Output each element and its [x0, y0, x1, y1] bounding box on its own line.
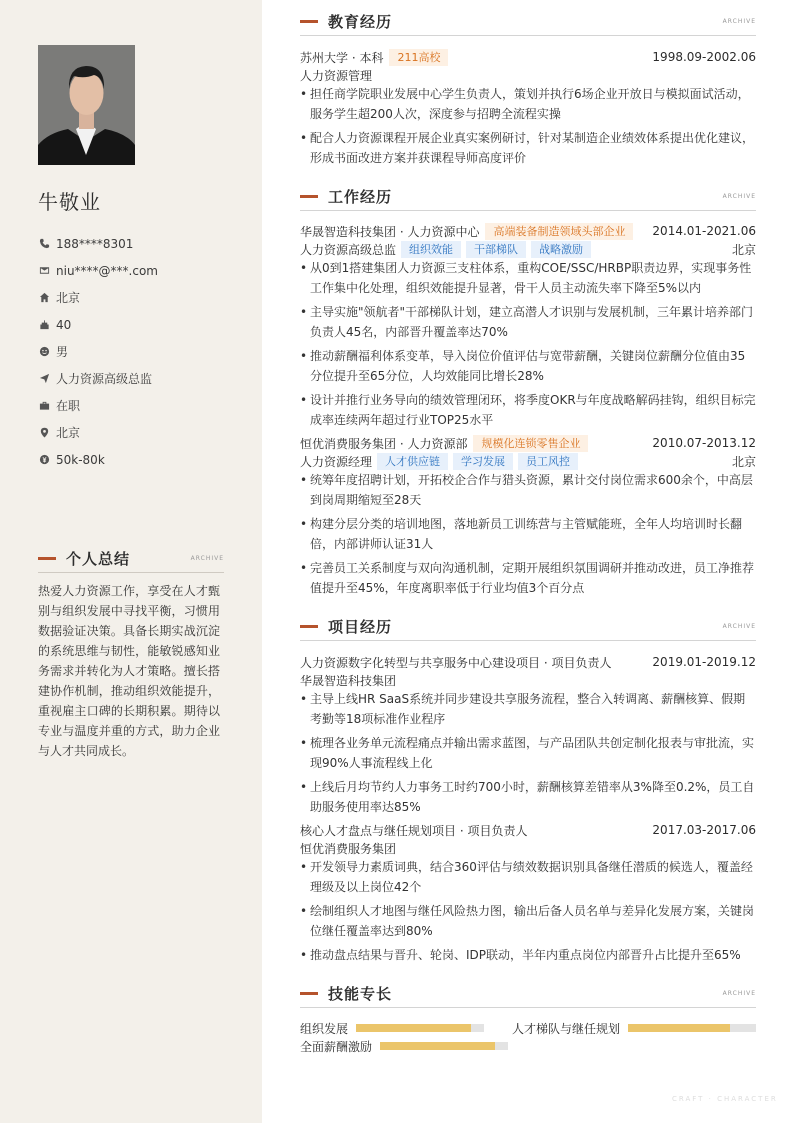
skill-level-bar [628, 1024, 756, 1032]
job-company-row [300, 222, 756, 240]
job-role-row [300, 452, 756, 470]
education-major-row [300, 66, 756, 84]
info-gender-text: 男 [56, 345, 69, 359]
list-item: • 配合人力资源课程开展企业真实案例研讨，针对某制造企业绩效体系提出优化建议，形成书面改进方案并获课程导师高度评价 [300, 131, 755, 165]
job-skill-tag: 员工风控 [518, 453, 578, 470]
skill-item [300, 1020, 484, 1036]
job-company-tag: 高端装备制造领域头部企业 [485, 223, 633, 240]
job-company: 华晟智造科技集团 · 人力资源中心 [300, 224, 480, 239]
job-date: 2010.07-2013.12 [652, 436, 756, 450]
info-home-text: 北京 [56, 291, 81, 305]
skill-name: 全面薪酬激励 [300, 1039, 373, 1054]
project-bullets [300, 857, 756, 969]
face-icon [38, 346, 50, 358]
location-pin-icon [38, 427, 50, 439]
section-accent-bar [300, 992, 318, 995]
summary-text: 热爱人力资源工作，享受在人才甄别与组织发展中寻找平衡，习惯用数据验证决策。具备长期实战沉淀的系统思维与韧性，能敏锐感知业务需求并转化为人才策略。擅长搭建协作机制，推动组织效能提升，重视雇主口碑的长期积累。期待以专业与温度并重的方式，助力企业与人才共同成长。 [38, 584, 220, 758]
info-target-city [38, 419, 238, 446]
info-gender [38, 338, 238, 365]
work-section-header [300, 183, 756, 211]
phone-icon [38, 238, 50, 250]
education-school: 苏州大学 · 本科 [300, 50, 384, 65]
list-item: • 担任商学院职业发展中心学生负责人，策划并执行6场企业开放日与模拟面试活动，服务学生超200人次，深度参与招聘全流程实操 [300, 87, 750, 121]
skill-level-fill [356, 1024, 471, 1032]
info-email-text: niu****@***.com [56, 263, 158, 278]
skill-name: 人才梯队与继任规划 [512, 1021, 621, 1036]
education-tag: 211高校 [389, 49, 448, 66]
education-title: 教育经历 [328, 13, 393, 31]
list-item: • 主导实施"领航者"干部梯队计划，建立高潜人才识别与发展机制，三年累计培养部门负责人45名，内部晋升覆盖率达70% [300, 305, 754, 339]
list-item: • 推动薪酬福利体系变革，导入岗位价值评估与宽带薪酬，关键岗位薪酬分位值由35分位提升至65分位，人均效能同比增长28% [300, 349, 746, 383]
project-date: 2017.03-2017.06 [652, 823, 756, 837]
candidate-name: 牛敬业 [38, 190, 101, 214]
job-bullets [300, 470, 756, 602]
list-item: • 绘制组织人才地图与继任风险热力图，输出后备人员名单与差异化发展方案，关键岗位继任覆盖率达到80% [300, 904, 755, 938]
info-position-text: 人力资源高级总监 [56, 372, 153, 386]
info-salary-text: 50k-80k [56, 452, 105, 467]
home-icon [38, 292, 50, 304]
job-company-row [300, 434, 756, 452]
archive-label: ARCHIVE [722, 623, 756, 630]
project-org: 恒优消费服务集团 [300, 841, 397, 856]
job-role: 人力资源高级总监 [300, 242, 397, 257]
project-name-row [300, 821, 756, 839]
info-email [38, 257, 238, 284]
briefcase-icon [38, 400, 50, 412]
email-icon [38, 265, 50, 277]
list-item: • 从0到1搭建集团人力资源三支柱体系，重构COE/SSC/HRBP职责边界，实现事务性工作集中化处理，组织效能提升显著，骨干人员主动流失率下降至5%以内 [300, 261, 752, 295]
profile-photo [38, 45, 135, 165]
archive-label: ARCHIVE [722, 193, 756, 200]
job-company: 恒优消费服务集团 · 人力资源部 [300, 436, 468, 451]
skill-item [512, 1020, 756, 1036]
projects-section-header [300, 613, 756, 641]
summary-title: 个人总结 [66, 550, 131, 568]
info-position [38, 365, 238, 392]
job-skill-tag: 人才供应链 [377, 453, 448, 470]
send-icon [38, 373, 50, 385]
education-date: 1998.09-2002.06 [652, 50, 756, 64]
list-item: • 梳理各业务单元流程痛点并输出需求蓝图，与产品团队共创定制化报表与审批流，实现90%人事流程线上化 [300, 736, 755, 770]
project-org-row [300, 839, 756, 857]
education-major: 人力资源管理 [300, 68, 373, 83]
skills-title: 技能专长 [328, 985, 393, 1003]
list-item: • 完善员工关系制度与双向沟通机制，定期开展组织氛围调研并推动改进，员工净推荐值提升至45%，年度离职率低于行业均值3个百分点 [300, 561, 755, 595]
job-skill-tag: 学习发展 [453, 453, 513, 470]
list-item: • 统筹年度招聘计划，开拓校企合作与猎头资源，累计交付岗位需求600余个，中高层到岗周期缩短至28天 [300, 473, 753, 507]
job-skill-tag: 组织效能 [401, 241, 461, 258]
list-item: • 开发领导力素质词典，结合360评估与绩效数据识别具备继任潜质的候选人，覆盖经理级及以上岗位42个 [300, 860, 753, 894]
education-bullets [300, 84, 756, 172]
info-phone-text: 188****8301 [56, 236, 134, 251]
project-bullets [300, 689, 756, 821]
archive-label: ARCHIVE [190, 555, 224, 562]
job-role-row [300, 240, 756, 258]
job-role: 人力资源经理 [300, 454, 373, 469]
archive-label: ARCHIVE [722, 990, 756, 997]
skills-section-header [300, 980, 756, 1008]
project-name: 人力资源数字化转型与共享服务中心建设项目 · 项目负责人 [300, 655, 612, 670]
info-phone [38, 230, 238, 257]
info-age [38, 311, 238, 338]
job-date: 2014.01-2021.06 [652, 224, 756, 238]
list-item: • 设计并推行业务导向的绩效管理闭环，将季度OKR与年度战略解码挂钩，组织目标完成率连续两年超过行业TOP25水平 [300, 393, 756, 427]
money-icon [38, 454, 50, 466]
project-org: 华晟智造科技集团 [300, 673, 397, 688]
skill-name: 组织发展 [300, 1021, 349, 1036]
footer-watermark: CRAFT · CHARACTER [672, 1095, 778, 1103]
projects-title: 项目经历 [328, 618, 393, 636]
info-status [38, 392, 238, 419]
info-age-text: 40 [56, 317, 72, 332]
job-skill-tag: 战略激励 [531, 241, 591, 258]
list-item: • 上线后月均节约人力事务工时约700小时，薪酬核算差错率从3%降至0.2%，员工自助服务使用率达85% [300, 780, 755, 814]
job-skill-tag: 干部梯队 [466, 241, 526, 258]
list-item: • 构建分层分类的培训地图，落地新员工训练营与主管赋能班，全年人均培训时长翻倍，内部讲师认证31人 [300, 517, 743, 551]
project-org-row [300, 671, 756, 689]
section-accent-bar [300, 195, 318, 198]
skill-level-bar [380, 1042, 508, 1050]
work-title: 工作经历 [328, 188, 393, 206]
job-city: 北京 [731, 242, 756, 257]
project-date: 2019.01-2019.12 [652, 655, 756, 669]
job-company-tag: 规模化连锁零售企业 [473, 435, 588, 452]
project-name: 核心人才盘点与继任规划项目 · 项目负责人 [300, 823, 528, 838]
skill-level-fill [380, 1042, 495, 1050]
project-name-row [300, 653, 756, 671]
info-target-city-text: 北京 [56, 426, 81, 440]
skill-level-fill [628, 1024, 730, 1032]
skill-item [300, 1038, 508, 1054]
archive-label: ARCHIVE [722, 18, 756, 25]
education-section-header [300, 8, 756, 36]
info-status-text: 在职 [56, 399, 81, 413]
job-city: 北京 [731, 454, 756, 469]
info-salary [38, 446, 238, 473]
job-bullets [300, 258, 756, 434]
list-item: • 推动盘点结果与晋升、轮岗、IDP联动，半年内重点岗位内部晋升占比提升至65% [300, 948, 741, 962]
section-accent-bar [300, 625, 318, 628]
cake-icon [38, 319, 50, 331]
skill-level-bar [356, 1024, 484, 1032]
info-home [38, 284, 238, 311]
list-item: • 主导上线HR SaaS系统并同步建设共享服务流程，整合入转调离、薪酬核算、假期考勤等18项标准作业程序 [300, 692, 746, 726]
section-accent-bar [300, 20, 318, 23]
section-accent-bar [38, 557, 56, 560]
summary-section-header [38, 545, 224, 573]
education-school-row [300, 48, 756, 66]
contact-info-list [38, 230, 238, 473]
